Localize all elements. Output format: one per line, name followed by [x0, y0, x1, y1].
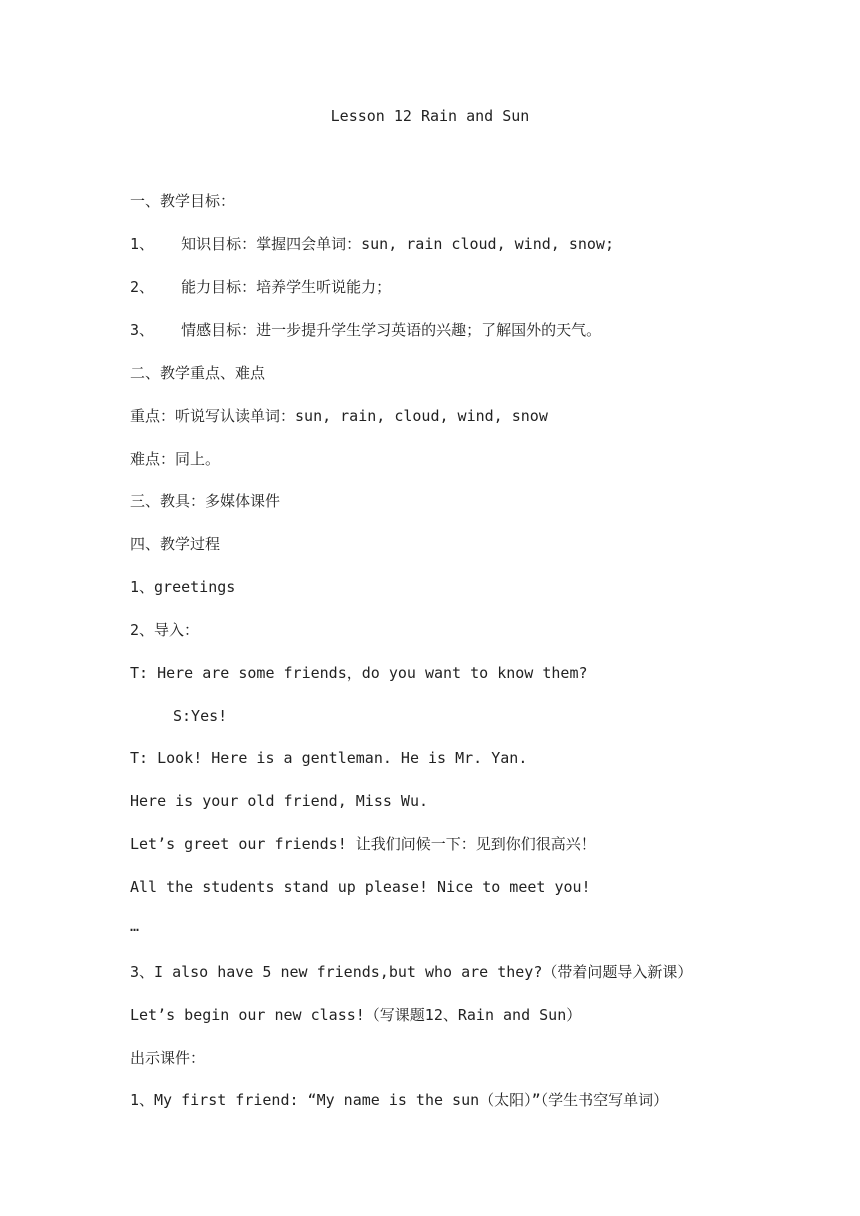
section-heading-process: 四、教学过程	[130, 535, 221, 553]
ellipsis: …	[130, 917, 140, 935]
section-heading-key-points: 二、教学重点、难点	[130, 364, 266, 382]
courseware-item: 1、My first friend: “My name is the sun（太阳）”（学生书空写单词）	[130, 1091, 669, 1109]
section-heading-teaching-aids: 三、教具：多媒体课件	[130, 492, 281, 510]
key-point: 重点：听说写认读单词：sun, rain, cloud, wind, snow	[130, 407, 548, 425]
objective-emotion: 3、 情感目标：进一步提升学生学习英语的兴趣；了解国外的天气。	[130, 321, 602, 339]
dialogue-line: Let’s greet our friends! 让我们问候一下：见到你们很高兴！	[130, 835, 596, 853]
dialogue-line: T: Here are some friends，do you want to know them?	[130, 664, 588, 682]
courseware-heading: 出示课件：	[130, 1049, 206, 1067]
dialogue-line: S:Yes!	[173, 707, 228, 725]
dialogue-line: T: Look! Here is a gentleman. He is Mr. Yan.	[130, 749, 528, 767]
objective-knowledge: 1、 知识目标：掌握四会单词：sun, rain cloud, wind, snow;	[130, 235, 614, 253]
process-step-intro: 2、导入：	[130, 621, 200, 639]
section-heading-objectives: 一、教学目标：	[130, 192, 236, 210]
process-step-greetings: 1、greetings	[130, 578, 236, 596]
dialogue-line: Let’s begin our new class!（写课题12、Rain and Sun）	[130, 1006, 582, 1024]
dialogue-line: Here is your old friend, Miss Wu.	[130, 792, 429, 810]
document-title: Lesson 12 Rain and Sun	[330, 107, 530, 125]
objective-ability: 2、 能力目标：培养学生听说能力；	[130, 278, 392, 296]
dialogue-line: All the students stand up please! Nice to meet you!	[130, 878, 591, 896]
process-step-new-friends: 3、I also have 5 new friends,but who are they?（带着问题导入新课）	[130, 963, 693, 981]
difficult-point: 难点：同上。	[130, 450, 221, 468]
